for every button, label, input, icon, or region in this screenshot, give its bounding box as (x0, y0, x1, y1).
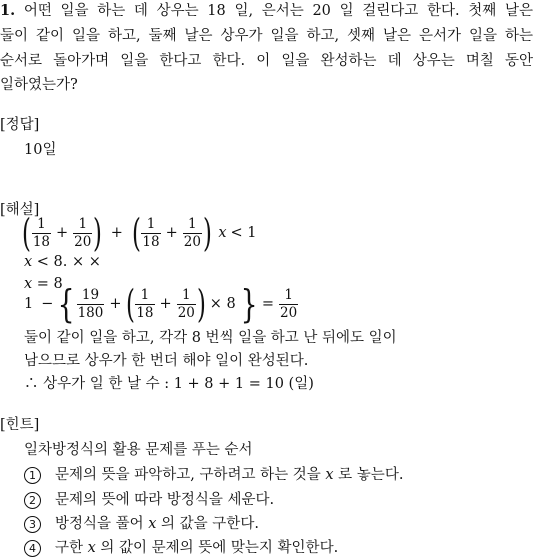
problem-text-1: 어떤 일을 하는 데 상우는 18 일, 은서는 20 일 걸린다고 한다. 첫째 날은 (23, 3, 533, 19)
solution-text-3: ∴ 상우가 일 한 날 수 : 1 + 8 + 1 = 10 (일) (24, 376, 314, 392)
hint-item-4: 4 구한 x 의 값이 문제의 뜻에 맞는지 확인한다. (24, 539, 338, 557)
solution-text-1: 둘이 같이 일을 하고, 각각 8 번씩 일을 하고 난 뒤에도 일이 (24, 330, 397, 346)
problem-line-1 (0, 2, 533, 20)
hint-header: [힌트] (0, 417, 40, 433)
answer-value: 10일 (24, 142, 57, 158)
hint-item-3: 3 방정식을 풀어 x 의 값을 구한다. (24, 515, 259, 533)
solution-eq-4: 1 − { $\frac{19}{180}$ + ( $\frac{1}{18}$ + $\frac{1}{20}$ ) × 8 } = $\frac{1}{20}$ (24, 282, 298, 326)
circled-number-3-icon: 3 (24, 516, 41, 533)
solution-eq-3: x = 8 (24, 276, 63, 292)
circled-number-4-icon: 4 (24, 540, 41, 557)
hint-intro: 일차방정식의 활용 문제를 푸는 순서 (24, 442, 253, 458)
answer-header: [정답] (0, 117, 40, 133)
hint-item-2: 2 문제의 뜻에 따라 방정식을 세운다. (24, 491, 274, 509)
solution-text-2: 남으므로 상우가 한 번더 해야 일이 완성된다. (24, 353, 309, 369)
solution-eq-2: x < 8. × × (24, 254, 101, 270)
problem-line-3: 순서로 돌아가며 일을 한다고 한다. 이 일을 완성하는 데 상우는 며칠 동안 (0, 53, 533, 69)
problem-line-4: 일하였는가? (0, 77, 78, 93)
circled-number-2-icon: 2 (24, 492, 41, 509)
solution-eq-1: ( $\frac{1}{18}$ + $\frac{1}{20}$ ) + ( $\frac{1}{18}$ + $\frac{1}{20}$ ) x < 1 (21, 211, 257, 255)
solution-header: [해설] (0, 202, 40, 218)
circled-number-1-icon: 1 (24, 467, 41, 484)
problem-line-2: 둘이 같이 일을 하고, 둘째 날은 상우가 일을 하고, 셋째 날은 은서가 일을 하는 (0, 28, 533, 44)
problem-number: 1. (0, 2, 16, 19)
hint-item-1: 1 문제의 뜻을 파악하고, 구하려고 하는 것을 x 로 놓는다. (24, 466, 403, 484)
